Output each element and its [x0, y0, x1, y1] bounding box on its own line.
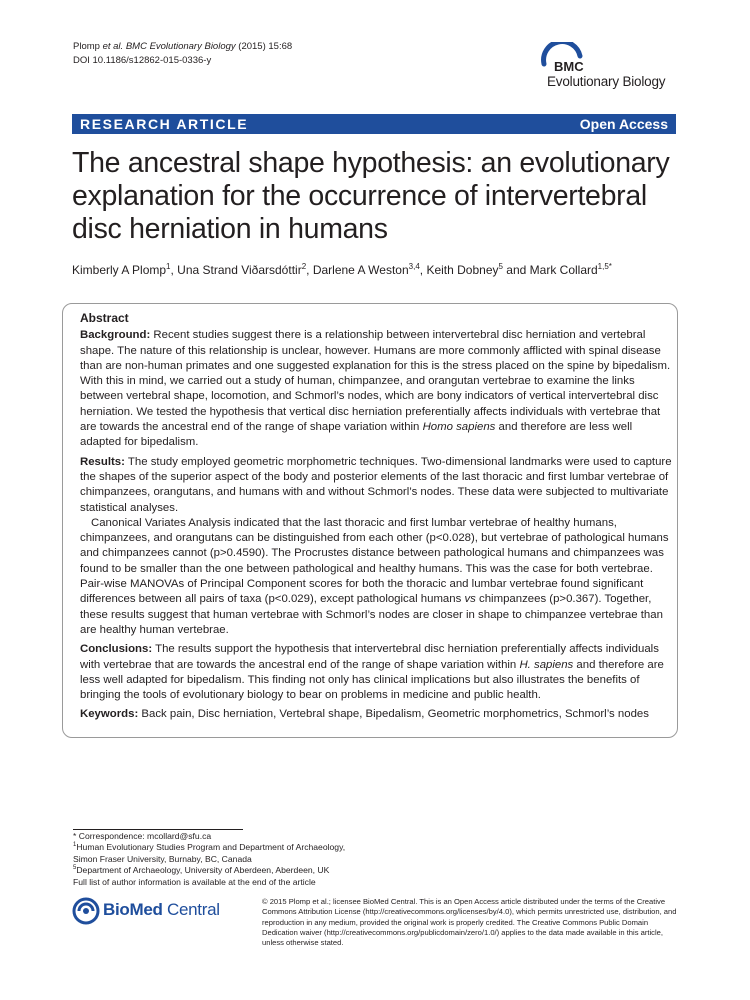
author-affiliation: 1,5* [597, 262, 612, 271]
author-info-note: Full list of author information is available at the end of the article [73, 876, 316, 887]
footnotes [73, 831, 345, 888]
correspondence: * Correspondence: mcollard@sfu.ca [73, 831, 212, 841]
journal-logo-name: Evolutionary Biology [547, 74, 666, 89]
affiliation-5: $^5$Department of Archaeology, University of Aberdeen, Aberdeen, UK [73, 865, 330, 876]
journal-logo [538, 42, 688, 94]
article-type-bar [72, 114, 676, 134]
author-list: Kimberly A Plomp$^1$, Una Strand Viðarsdóttir$^2$, Darlene A Weston$^{3,4}$, Keith Dobney$^5$ and Mark Collard$^{1,5*}$ [72, 262, 612, 277]
article-type: RESEARCH ARTICLE [80, 116, 249, 132]
author-name: Keith Dobney [426, 263, 499, 277]
article-title: The ancestral shape hypothesis: an evolutionary explanation for the occurrence of intervertebral disc herniation in humans [72, 147, 670, 245]
doi: DOI 10.1186/s12862-015-0336-y [73, 55, 212, 66]
biomed-central-swirl-icon [72, 897, 100, 925]
license-text: © 2015 Plomp et al.; licensee BioMed Central. This is an Open Access article distributed under the terms of the Creative Commons Attribution License (http://creativecommons.org/licenses/by/4.0), which permits unrestricted use, distribution, and reproduction in any medium, provided the original work is properly credited. The Creative Commons Public Domain Dedication waiver (http://creativecommons.org/publicdomain/zero/1.0/) applies to the data made available in this article, unless otherwise stated. [262, 897, 677, 948]
citation-line [73, 40, 292, 54]
header-citation [73, 40, 292, 68]
affiliation-1: $^1$Human Evolutionary Studies Program and Department of Archaeology, [73, 842, 346, 853]
abstract-background: Background: Recent studies suggest there is a relationship between intervertebral disc herniation and vertebral shape. The nature of this relationship is unclear, however. Humans are more commonly afflicted with spinal disease than are non-human primates and one suggested explanation for this is the stress placed on the spine by bipedalism. With this in mind, we carried out a study of human, chimpanzee, and orangutan vertebrae to examine the links between vertebral shape, locomotion, and Schmorl’s nodes, which are bony indicators of vertical intervertebral disc herniation. We tested the hypothesis that vertical disc herniation preferentially affects individuals with vertebrae that are towards the ancestral end of the range of shape variation within Homo sapiens and therefore are less well adapted for bipedalism. [80, 329, 671, 449]
biomed-central-wordmark: BioMed Central [103, 900, 220, 919]
abstract-results-continued: Canonical Variates Analysis indicated that the last thoracic and first lumbar vertebrae of healthy humans, chimpanzees, and orangutans can be distinguished from each other (p<0.028), but vertebrae of pathological humans and chimpanzees cannot (p>0.4590). The Procrustes distance between pathological humans and chimpanzees was found to be smaller than the one between pathological and healthy humans. This was the case for both vertebrae. Pair-wise MANOVAs of Principal Component scores for both the thoracic and lumbar vertebrae found significant differences between all pairs of taxa (p<0.029), except pathological humans vs chimpanzees (p>0.367). Together, these results suggest that human vertebrae with Schmorl’s nodes are closer in shape to chimpanzee vertebrae than are healthy human vertebrae. [80, 516, 669, 636]
citation-year-volume: (2015) 15:68 [235, 41, 293, 52]
abstract [80, 311, 675, 727]
author-affiliation: 5 [498, 262, 503, 271]
open-access-label: Open Access [579, 116, 668, 132]
journal-logo-bmc: BMC [554, 59, 584, 74]
author-affiliation: 3,4 [408, 262, 420, 271]
author-name: Una Strand Viðarsdóttir [177, 263, 302, 277]
citation-authors: Plomp [73, 41, 100, 52]
biomed-central-logo [72, 896, 222, 926]
author-affiliation: 1 [166, 262, 171, 271]
abstract-conclusions: Conclusions: The results support the hypothesis that intervertebral disc herniation preferentially affects individuals with vertebrae that are towards the ancestral end of the range of shape variation within H. sapiens and therefore are less well adapted for bipedalism. This finding not only has clinical implications but also illustrates the benefits of bringing the tools of evolutionary biology to bear on problems in medicine and public health. [80, 643, 664, 702]
author-name: Darlene A Weston [312, 263, 409, 277]
abstract-results: Results: The study employed geometric morphometric techniques. Two-dimensional landmarks were used to capture the shapes of the superior aspect of the body and posterior elements of the last thoracic and first lumbar vertebrae of chimpanzees, orangutans, and humans with and without Schmorl’s nodes. These data were subjected to multivariate statistical analyses. [80, 455, 672, 514]
affiliation-1-line2: Simon Fraser University, Burnaby, BC, Canada [73, 853, 252, 864]
author-affiliation: 2 [301, 262, 307, 271]
author-name: Kimberly A Plomp [72, 263, 167, 277]
author-name: Mark Collard [529, 263, 598, 277]
abstract-heading: Abstract [80, 311, 129, 325]
citation-journal: et al. BMC Evolutionary Biology [102, 41, 236, 52]
footnote-divider [73, 829, 243, 830]
abstract-keywords: Keywords: Back pain, Disc herniation, Vertebral shape, Bipedalism, Geometric morphometrics, Schmorl’s nodes [80, 708, 649, 721]
